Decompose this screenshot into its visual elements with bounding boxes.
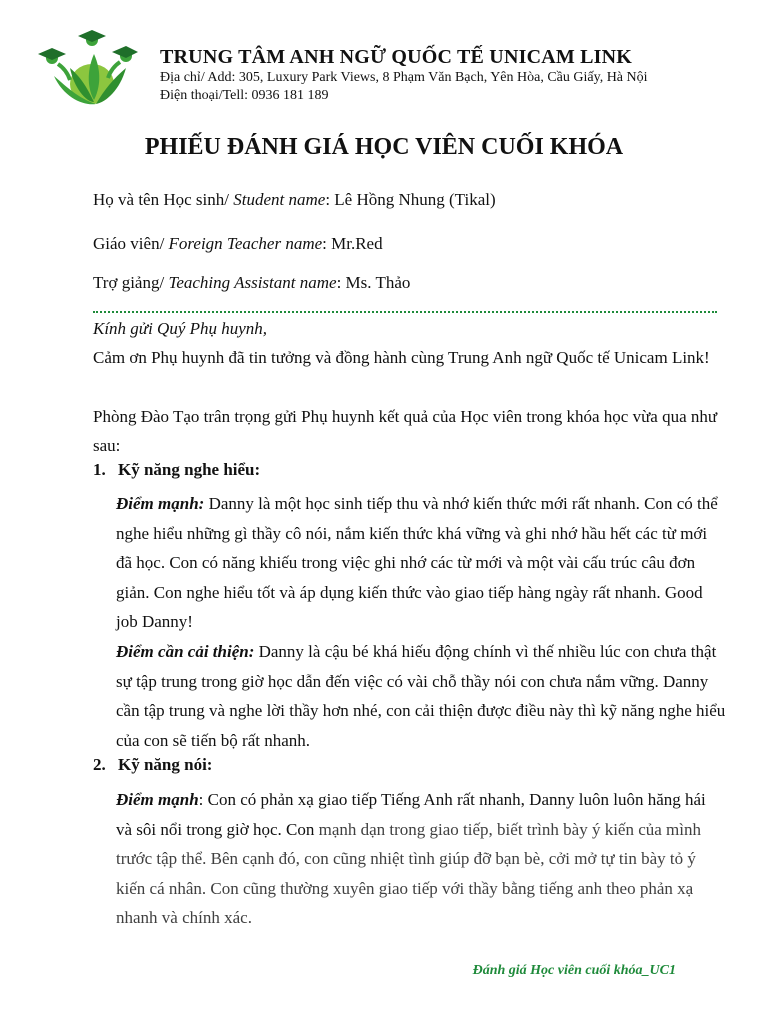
teacher-label-en: Foreign Teacher name [168,234,323,253]
page-footer: Đánh giá Học viên cuối khóa_UC1 [472,963,676,978]
strength-text-a: : Con có phản xạ giao tiếp Tiếng Anh rất nhanh, Danny luôn luôn hăng hái và sôi nổi trong giờ học. Con [116,790,706,839]
teacher-value: : Mr.Red [322,234,383,253]
greeting [93,314,733,343]
strength-label: Điểm mạnh: [116,494,205,513]
thanks-paragraph: Cảm ơn Phụ huynh đã tin tưởng và đồng hành cùng Trung Anh ngữ Quốc tế Unicam Link! [93,348,710,367]
strength-label: Điểm mạnh [116,790,199,809]
document-title: PHIẾU ĐÁNH GIÁ HỌC VIÊN CUỐI KHÓA [144,134,624,160]
intro-paragraph: Phòng Đào Tạo trân trọng gửi Phụ huynh kết quả của Học viên trong khóa học vừa qua như sau: [93,407,718,455]
org-address: Địa chỉ/ Add: 305, Luxury Park Views, 8 Phạm Văn Bạch, Yên Hòa, Cầu Giấy, Hà Nội [160,70,648,85]
assistant-value: : Ms. Thảo [336,273,411,292]
greeting-text: Kính gửi Quý Phụ huynh, [93,319,268,338]
teacher-label-vi: Giáo viên/ [93,234,169,253]
listening-improvements [116,637,726,755]
section-number: 1. [93,460,106,479]
assistant-name-field [93,273,410,293]
student-label-vi: Họ và tên Học sinh/ [93,190,234,209]
org-name: TRUNG TÂM ANH NGỮ QUỐC TẾ UNICAM LINK [160,46,633,68]
section-title: Kỹ năng nói: [118,755,213,774]
listening-strengths [116,489,726,637]
section-number: 2. [93,755,106,774]
student-name-field [93,190,496,210]
unicam-logo [34,28,138,108]
assistant-label-vi: Trợ giảng/ [93,273,169,292]
dotted-divider [93,311,717,313]
org-phone: Điện thoại/Tell: 0936 181 189 [160,88,329,103]
improve-label: Điểm cần cải thiện: [116,642,255,661]
section-listening-heading [93,460,260,480]
speaking-strengths [116,785,726,933]
student-value: : Lê Hồng Nhung (Tikal) [325,190,496,209]
assistant-label-en: Teaching Assistant name [168,273,337,292]
improve-text: Danny là cậu bé khá hiếu động chính vì thế nhiều lúc con chưa thật sự tập trung trong giờ học dẫn đến việc có vài chỗ thầy nói con chưa nắm vững. Danny cần tập trung và nghe lời thầy hơn nhé, con cải thiện được điều này thì kỹ năng nghe hiểu của con sẽ tiến bộ rất nhanh. [116,642,726,750]
teacher-name-field [93,234,383,254]
section-speaking-heading [93,755,212,775]
section-title: Kỹ năng nghe hiểu: [118,460,261,479]
strength-text-b: mạnh dạn trong giao tiếp, biết trình bày ý kiến của mình trước tập thể. Bên cạnh đó, con cũng nhiệt tình giúp đỡ bạn bè, cởi mở tự tin bày tỏ ý kiến cá nhân. Con cũng thường xuyên giao tiếp với thầy bằng tiếng anh theo phản xạ nhanh và chính xác. [116,819,702,927]
student-label-en: Student name [233,190,326,209]
strength-text: Danny là một học sinh tiếp thu và nhớ kiến thức mới rất nhanh. Con có thể nghe hiểu những gì thầy cô nói, nắm kiến thức khá vững và ghi nhớ hầu hết các từ mới đã học. Con có năng khiếu trong việc ghi nhớ các từ mới và một vài cấu trúc câu đơn giản. Con nghe hiểu tốt và áp dụng kiến thức vào giao tiếp hàng ngày rất nhanh. Good job Danny! [116,494,718,631]
